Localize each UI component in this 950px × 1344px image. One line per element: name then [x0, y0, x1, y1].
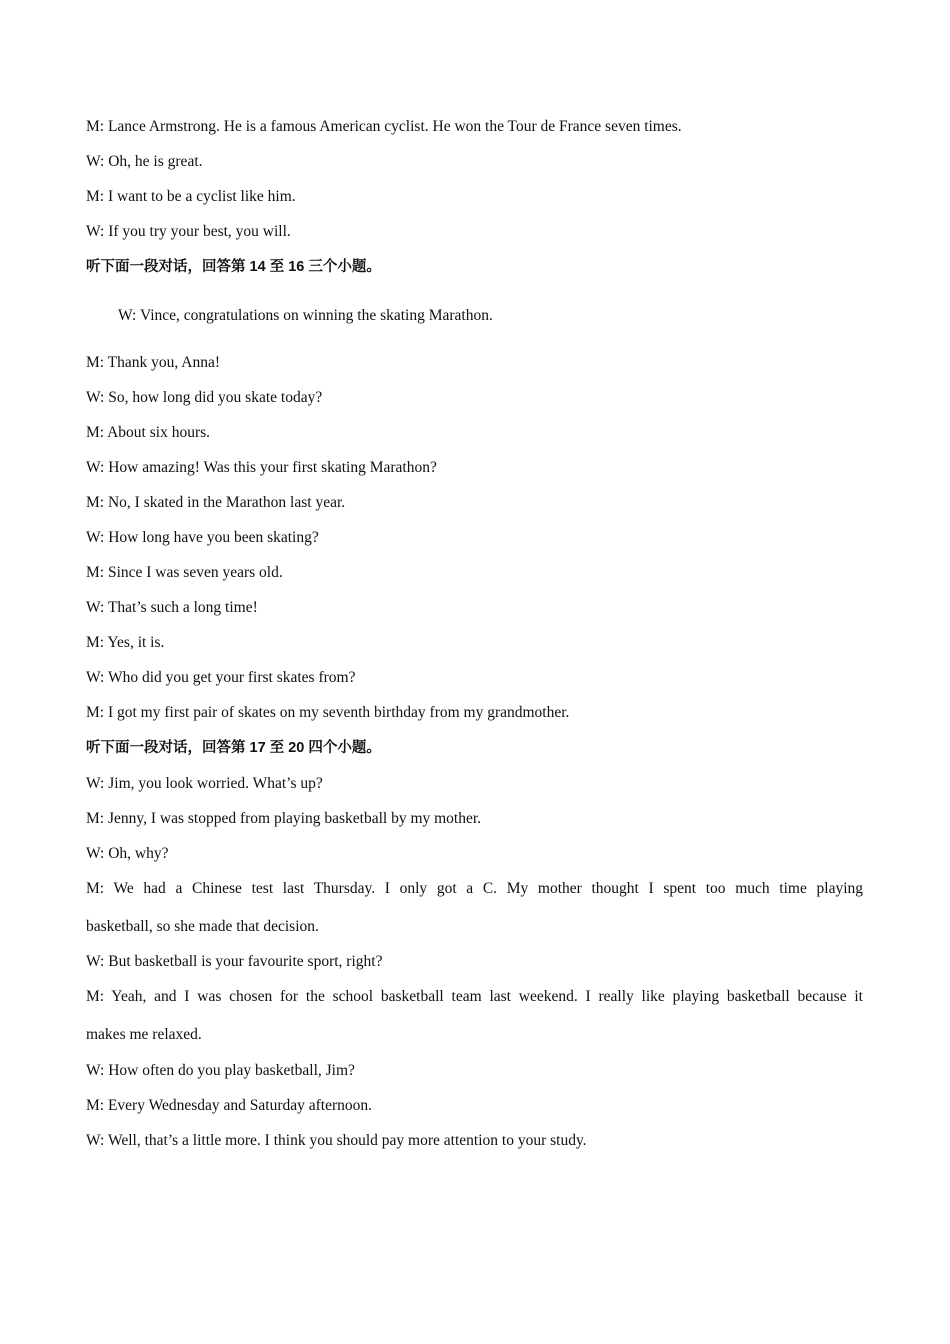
dialogue-line: makes me relaxed.: [86, 1026, 202, 1043]
dialogue-line: M: I got my first pair of skates on my seventh birthday from my grandmother.: [86, 704, 570, 721]
dialogue-line: M: No, I skated in the Marathon last year.: [86, 494, 346, 511]
dialogue-line: M: Thank you, Anna!: [86, 354, 221, 371]
dialogue-line: M: About six hours.: [86, 424, 211, 441]
section-heading: 听下面一段对话，回答第 17 至 20 四个小题。: [86, 740, 381, 756]
dialogue-line: M: We had a Chinese test last Thursday. I only got a C. My mother thought I spent too much time playing: [86, 880, 863, 897]
dialogue-line: W: How long have you been skating?: [86, 529, 319, 546]
dialogue-line: M: Since I was seven years old.: [86, 564, 283, 581]
dialogue-line: M: I want to be a cyclist like him.: [86, 188, 296, 205]
dialogue-line: M: Jenny, I was stopped from playing basketball by my mother.: [86, 810, 482, 827]
dialogue-line: W: How often do you play basketball, Jim?: [86, 1062, 355, 1079]
dialogue-line: W: So, how long did you skate today?: [86, 389, 323, 406]
dialogue-line: W: If you try your best, you will.: [86, 223, 291, 240]
dialogue-line: M: Yeah, and I was chosen for the school basketball team last weekend. I really like playing basketball because it: [86, 988, 863, 1005]
dialogue-line: M: Every Wednesday and Saturday afternoon.: [86, 1097, 372, 1114]
dialogue-line: W: Jim, you look worried. What’s up?: [86, 775, 323, 792]
dialogue-line: W: But basketball is your favourite sport, right?: [86, 953, 383, 970]
dialogue-line: M: Lance Armstrong. He is a famous American cyclist. He won the Tour de France seven times.: [86, 118, 682, 135]
section-heading: 听下面一段对话，回答第 14 至 16 三个小题。: [86, 259, 381, 275]
dialogue-line: W: Who did you get your first skates from?: [86, 669, 356, 686]
dialogue-line: W: How amazing! Was this your first skating Marathon?: [86, 459, 437, 476]
dialogue-line: W: Vince, congratulations on winning the skating Marathon.: [118, 307, 493, 324]
dialogue-line: W: Oh, he is great.: [86, 153, 203, 170]
dialogue-line: W: That’s such a long time!: [86, 599, 258, 616]
dialogue-line: W: Oh, why?: [86, 845, 169, 862]
dialogue-line: W: Well, that’s a little more. I think you should pay more attention to your study.: [86, 1132, 587, 1149]
dialogue-line: M: Yes, it is.: [86, 634, 165, 651]
dialogue-line: basketball, so she made that decision.: [86, 918, 319, 935]
